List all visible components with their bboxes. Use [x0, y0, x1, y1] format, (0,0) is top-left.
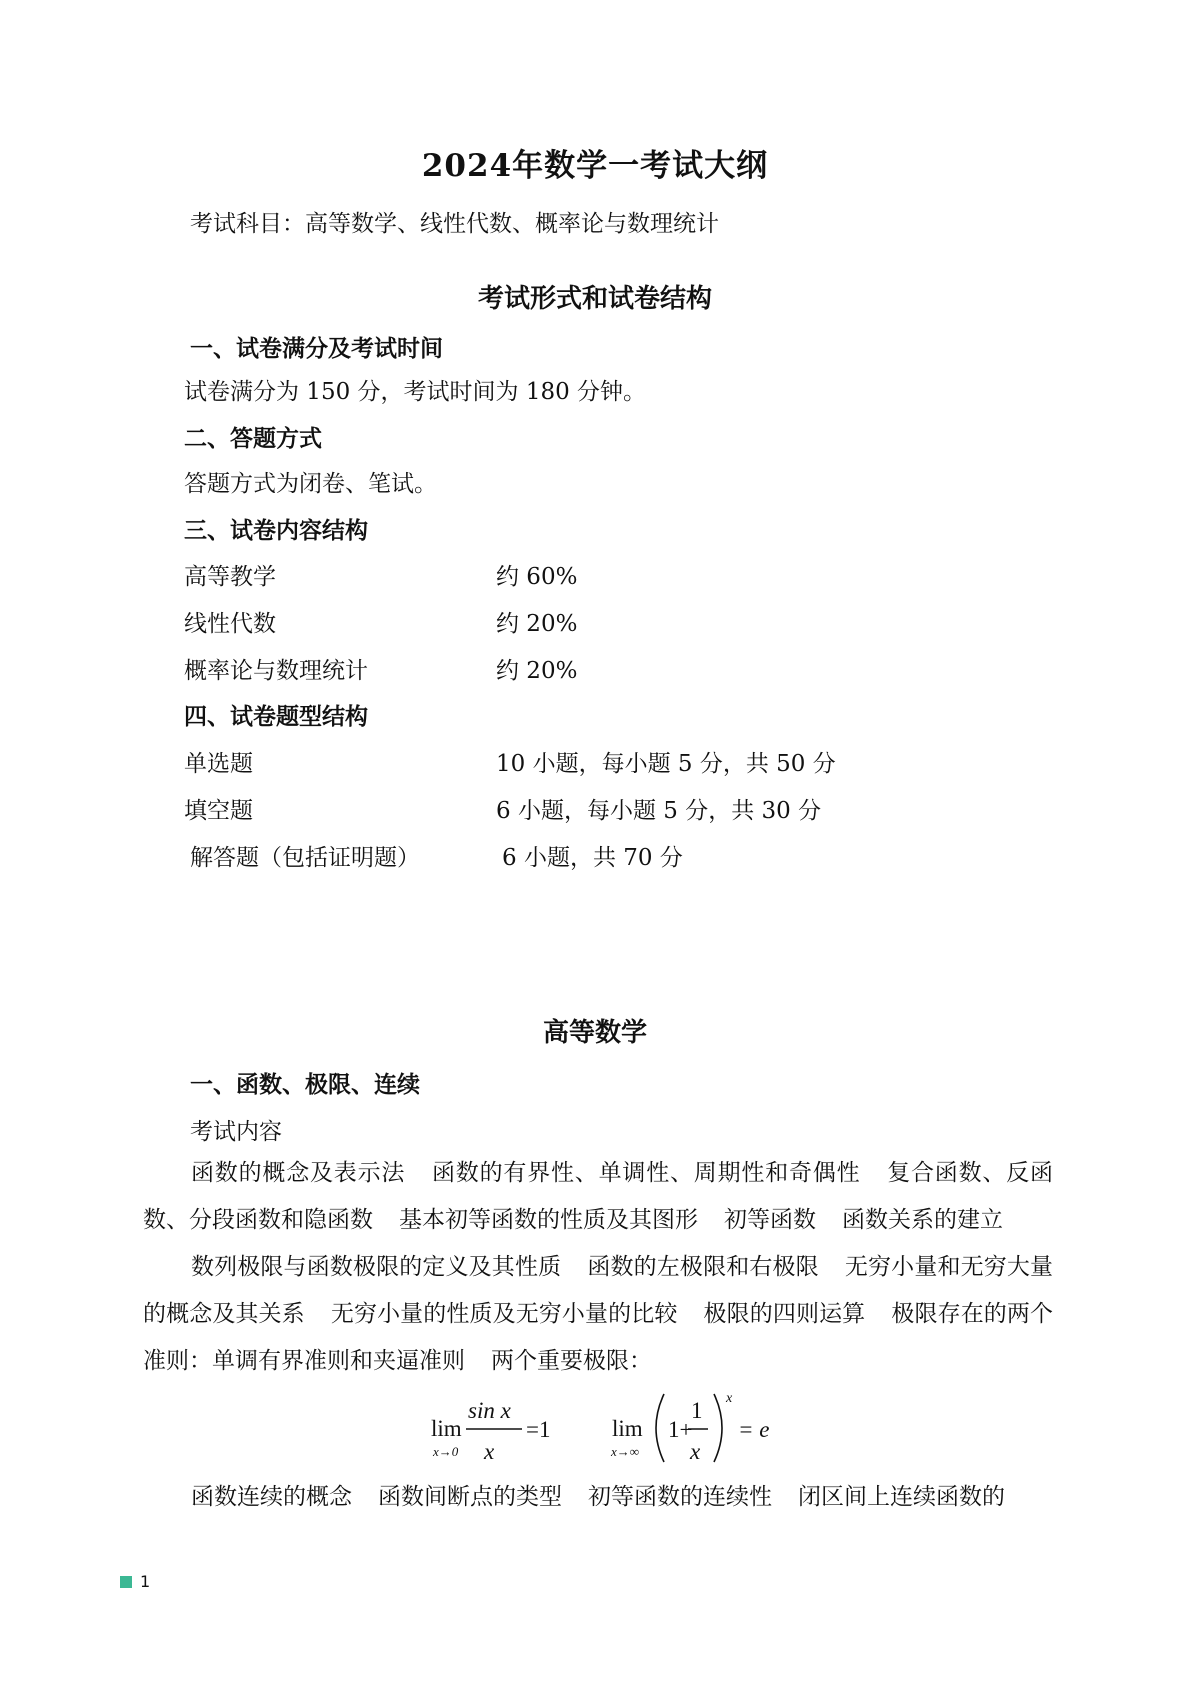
content-paragraph-functions [143, 1150, 1053, 1244]
content-row-value: 约 60% [496, 564, 578, 590]
topic-item: 无穷小量和无穷大量的概念及其关系 [143, 1254, 1054, 1327]
topic-item: 函数的概念及表示法 [191, 1160, 406, 1186]
section-score-time-text: 试卷满分为 150 分，考试时间为 180 分钟。 [184, 379, 647, 405]
question-type-row [190, 839, 683, 872]
topic-item: 函数的左极限和右极限 [587, 1254, 819, 1280]
svg-text:x: x [484, 1439, 495, 1464]
content-row [184, 558, 577, 591]
document-title: 2024年数学一考试大纲 [421, 148, 769, 184]
question-type-value: 6 小题，每小题 5 分，共 30 分 [496, 798, 822, 824]
topic-item: 极限的四则运算 [703, 1301, 866, 1327]
content-row-value: 约 20% [496, 611, 578, 637]
section-functions-limits-title: 一、函数、极限、连续 [190, 1071, 420, 1098]
section-question-types-title: 四、试卷题型结构 [184, 703, 368, 730]
svg-text:x→∞: x→∞ [611, 1444, 640, 1459]
svg-text:x: x [726, 1391, 733, 1406]
advanced-math-heading: 高等数学 [542, 1018, 647, 1048]
footer-accent-square [120, 1576, 132, 1588]
svg-text:lim: lim [431, 1416, 462, 1441]
content-paragraph-continuity [143, 1474, 1053, 1521]
question-type-value: 10 小题，每小题 5 分，共 50 分 [496, 751, 836, 777]
page-footer [120, 1572, 150, 1591]
svg-text:= e: = e [738, 1417, 770, 1442]
section-content-structure-title: 三、试卷内容结构 [184, 517, 368, 544]
page-number: 1 [140, 1572, 151, 1591]
content-row-value: 约 20% [496, 658, 578, 684]
content-row [184, 605, 577, 638]
svg-text:x→0: x→0 [433, 1444, 459, 1459]
topic-item: 闭区间上连续函数的 [798, 1484, 1005, 1510]
topic-item: 两个重要极限： [491, 1348, 652, 1374]
topic-item: 函数连续的概念 [191, 1484, 352, 1510]
topic-item: 函数间断点的类型 [378, 1484, 562, 1510]
topic-item: 初等函数的连续性 [588, 1484, 772, 1510]
question-type-row [184, 792, 821, 825]
formula-e-limit [610, 1391, 769, 1464]
exam-content-label: 考试内容 [190, 1119, 282, 1145]
content-row-name: 高等教学 [184, 564, 276, 590]
svg-text:sin x: sin x [468, 1398, 511, 1423]
svg-text:lim: lim [612, 1416, 643, 1441]
topic-item: 初等函数 [724, 1207, 816, 1233]
question-type-row [184, 745, 836, 778]
question-type-value: 6 小题，共 70 分 [502, 845, 683, 871]
content-row [184, 652, 577, 685]
question-type-name: 单选题 [184, 751, 253, 777]
content-paragraph-limits [143, 1244, 1053, 1385]
svg-text:=1: =1 [526, 1417, 551, 1442]
content-row-name: 概率论与数理统计 [184, 658, 368, 684]
important-limits-formulas [0, 1388, 1190, 1468]
topic-item: 函数关系的建立 [842, 1207, 1003, 1233]
topic-item: 复合函数、反函数、分段函数和隐函数 [143, 1160, 1054, 1233]
topic-item: 极限存在的两个准则：单调有界准则和夹逼准则 [143, 1301, 1054, 1374]
exam-format-heading: 考试形式和试卷结构 [477, 284, 712, 314]
section-answer-method-text: 答题方式为闭卷、笔试。 [184, 471, 437, 497]
topic-item: 无穷小量的性质及无穷小量的比较 [330, 1301, 678, 1327]
section-score-time-title: 一、试卷满分及考试时间 [190, 335, 443, 362]
question-type-name: 解答题（包括证明题） [190, 845, 420, 871]
topic-item: 数列极限与函数极限的定义及其性质 [191, 1254, 562, 1280]
svg-text:x: x [690, 1439, 701, 1464]
svg-text:1+: 1+ [668, 1417, 693, 1442]
question-type-name: 填空题 [184, 798, 253, 824]
topic-item: 函数的有界性、单调性、周期性和奇偶性 [431, 1160, 861, 1186]
content-row-name: 线性代数 [184, 611, 276, 637]
exam-subjects: 考试科目：高等数学、线性代数、概率论与数理统计 [190, 211, 719, 237]
svg-text:1: 1 [691, 1398, 703, 1423]
formula-sin-limit [431, 1398, 550, 1464]
topic-item: 基本初等函数的性质及其图形 [399, 1207, 698, 1233]
section-answer-method-title: 二、答题方式 [184, 425, 322, 452]
